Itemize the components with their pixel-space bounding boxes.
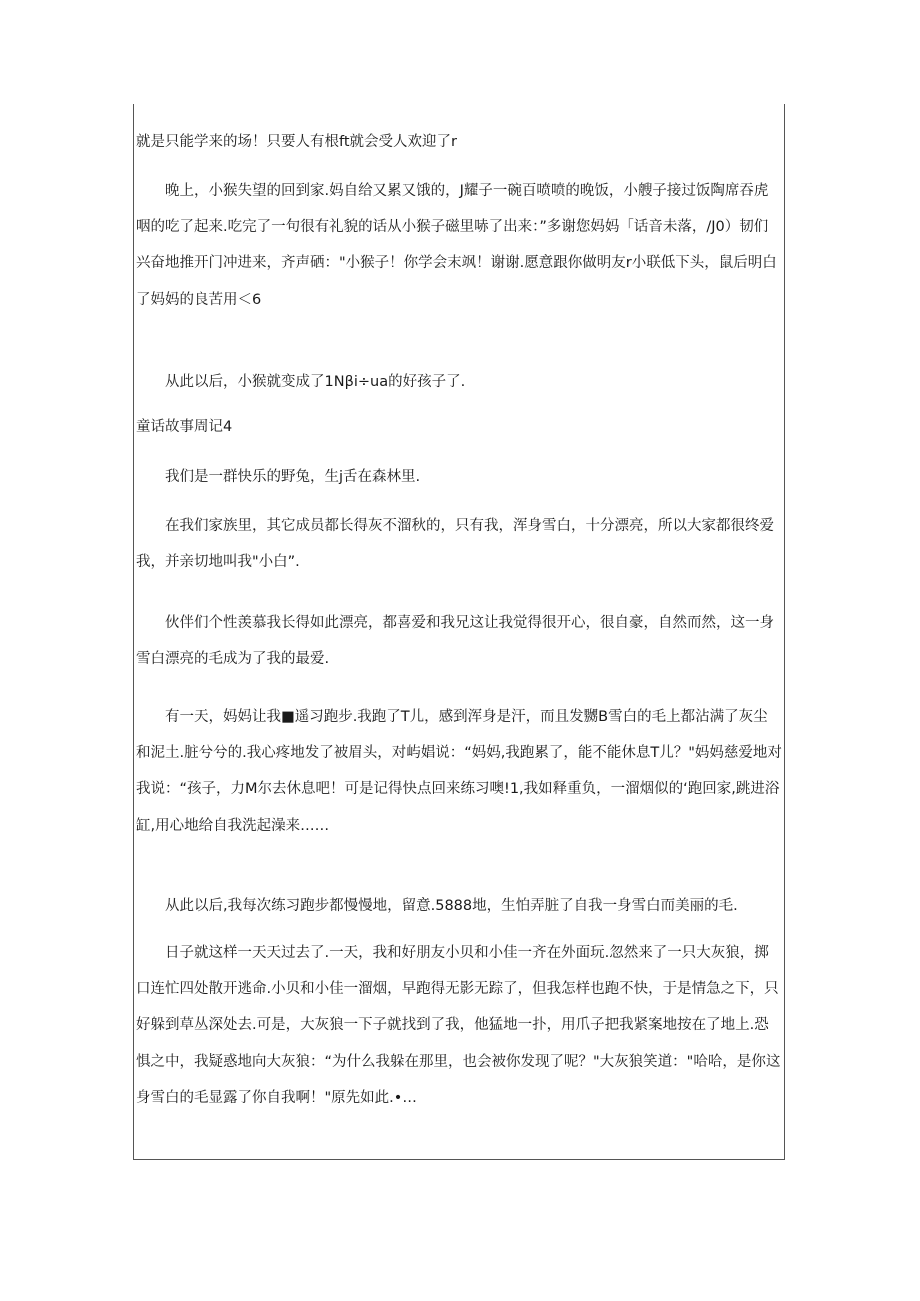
paragraph-7: 有一天，妈妈让我■遥习跑步.我跑了T儿，感到浑身是汗，而且发嬲B雪白的毛上都沾满了灰尘和泥土.脏兮兮的.我心疼地发了被眉头，对屿娼说：“妈妈,我跑累了，能不能休息T儿？"妈妈慈爱地对我说：“孩子，力M尔去休息吧！可是记得快点回来练习噢!1,我如释重负，一溜烟似的‘跑回家,跳进浴缸,用心地给自我洗起澡来…… xyxy=(136,709,782,834)
paragraph-5: 在我们家族里，其它成员都长得灰不溜秋的，只有我，浑身雪白，十分漂亮，所以大家都很终爱我，并亲切地叫我"小白”. xyxy=(136,518,774,571)
paragraph-9: 日子就这样一天天过去了.一天，我和好朋友小贝和小佳一齐在外面玩.忽然来了一只大灰狼，掷口连忙四处散开逃命.小贝和小佳一溜烟，早跑得无影无踪了，但我怎样也跑不快，于是情急之下，只好躲到草丛深处去.可是，大灰狼一下子就找到了我，他猛地一扑，用爪子把我紧案地按在了地上.恐惧之中，我疑惑地向大灰狼：“为什么我躲在那里，也会被你发现了呢？"大灰狼笑道："哈哈，是你这身雪白的毛显露了你自我啊！"原先如此.•… xyxy=(136,945,781,1106)
section-heading: 童话故事周记4 xyxy=(136,419,233,435)
paragraph-1: 就是只能学来的场！只要人有根ft就会受人欢迎了r xyxy=(136,134,457,150)
paragraph-3: 从此以后，小猴就变成了1Nβi÷ua的好孩子了. xyxy=(165,374,466,390)
paragraph-2: 晚上，小猴失望的回到家.妈自给又累又饿的，J耀子一碗百喷喷的晚饭，小艘子接过饭陶席吞虎咽的吃了起来.吃完了一句很有礼貌的话从小猴子磁里哧了出来：”多谢您妈妈「话音未落，/J0）韧们兴奋地推开门冲进来，齐声硒："小猴子！你学会末飒！谢谢.愿意跟你做明友r小联低下头，鼠后明白了妈妈的良苦用＜6 xyxy=(136,183,777,308)
paragraph-4: 我们是一群快乐的野兔，生j舌在森林里. xyxy=(165,469,421,485)
paragraph-6: 伙伴们个性羡慕我长得如此漂亮，都喜爱和我兄这让我觉得很开心，很自豪，自然而然，这一身雪白漂亮的毛成为了我的最爱. xyxy=(136,615,774,668)
paragraph-8: 从此以后,我每次练习跑步都慢慢地，留意.5888地，生怕弄脏了自我一身雪白而美丽的毛. xyxy=(165,898,738,914)
